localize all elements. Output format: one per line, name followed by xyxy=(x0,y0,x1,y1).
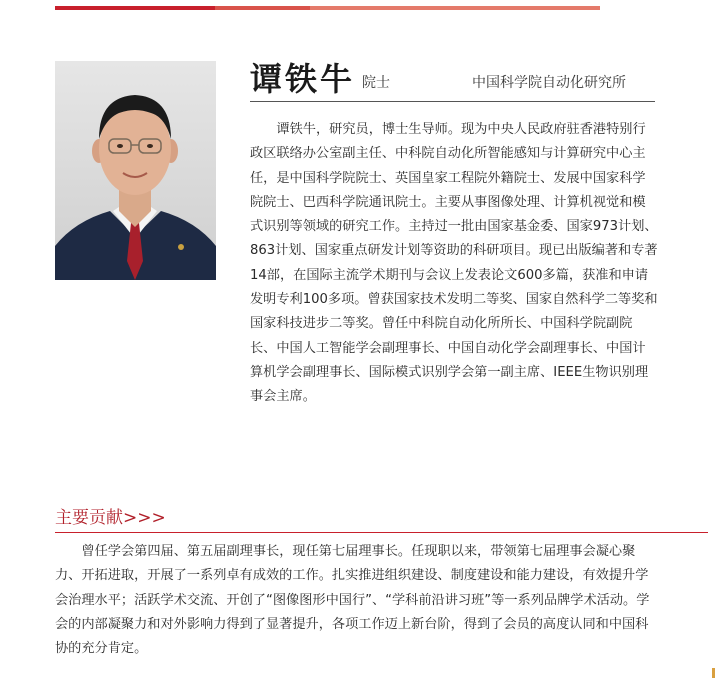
header-divider xyxy=(250,101,655,102)
person-name: 谭铁牛 xyxy=(250,60,356,98)
contributions-text: 曾任学会第四届、第五届副理事长，现任第七届理事长。任现职以来，带领第七届理事会凝心聚力、开拓进取，开展了一系列卓有成效的工作。扎实推进组织建设、制度建设和能力建设，有效提升学会治理水平；活跃学术交流、开创了“图像图形中国行”、“学科前沿讲习班”等一系列品牌学术活动。学会的内部凝聚力和对外影响力得到了显著提升，各项工作迈上新台阶，得到了会员的高度认同和中国科协的充分肯定。 xyxy=(55,544,650,657)
accent-bar-segment xyxy=(215,6,310,10)
biography-text: 谭铁牛，研究员，博士生导师。现为中央人民政府驻香港特别行政区联络办公室副主任、中科院自动化所智能感知与计算研究中心主任，是中国科学院院士、英国皇家工程院外籍院士、发展中国家科学院院士、巴西科学院通讯院士。主要从事图像处理、计算机视觉和模式识别等领域的研究工作。主持过一批由国家基金委、国家973计划、863计划、国家重点研发计划等资助的科研项目。现已出版编著和专著14部，在国际主流学术期刊与会议上发表论文600多篇，获准和申请发明专利100多项。曾获国家技术发明二等奖、国家自然科学二等奖和国家科技进步二等奖。曾任中科院自动化所所长、中国科学院副院长、中国人工智能学会副理事长、中国自动化学会副理事长、中国计算机学会副理事长、国际模式识别学会第一副主席、IEEE生物识别理事会主席。 xyxy=(250,122,658,405)
portrait-photo xyxy=(55,61,216,280)
contributions-heading: 主要贡献>>> xyxy=(55,508,166,528)
header-accent-bar xyxy=(55,6,600,10)
person-portrait-icon xyxy=(55,61,216,280)
section-divider xyxy=(55,532,708,533)
accent-bar-segment xyxy=(55,6,215,10)
accent-bar-segment xyxy=(310,6,600,10)
affiliation: 中国科学院自动化研究所 xyxy=(472,75,626,91)
academic-title: 院士 xyxy=(362,75,390,91)
